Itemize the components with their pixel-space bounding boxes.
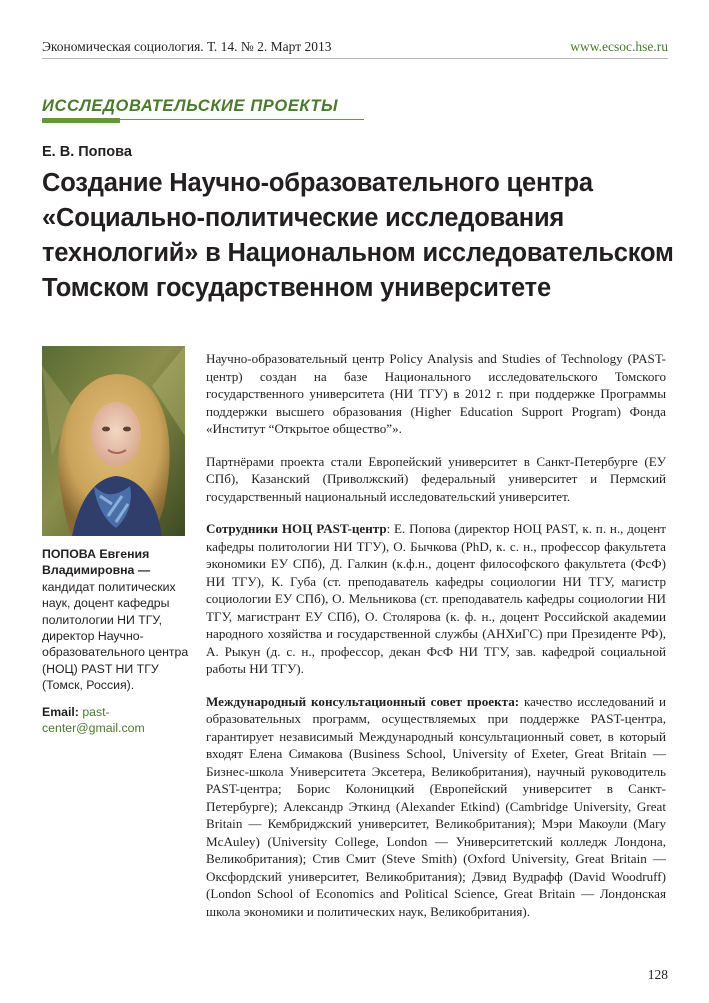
- paragraph-intro: Научно-образовательный центр Policy Analysis and Studies of Technology (PAST-центр) создан на базе Национального исследовательского Томского государственного университета (НИ ТГУ) в 2012 г. при поддержке Программы поддержки высшего образования (Higher Education Support Program) Фонда «Институт “Открытое общество”».: [206, 351, 666, 436]
- email-label: Email:: [42, 704, 79, 719]
- running-header: [42, 37, 668, 57]
- email-link[interactable]: past-center@gmail.com: [42, 704, 145, 736]
- article-body: [206, 350, 666, 935]
- council-lead: Международный консультационный совет проекта:: [206, 693, 520, 709]
- council-text: качество исследований и образовательных программ, осуществляемых при поддержке PAST-центра, гарантирует независимый Международный консультационный совет, в который входят Елена Симакова (Business School, University of Exeter, Great Britain — Бизнес-школа Университета Эксетера, Великобритания), научный руководитель PAST-центра; Борис Колоницкий (Европейский университет в Санкт-Петербурге); Александр Эткинд (Alexander Etkind) (Cambridge University, Great Britain — Кембриджский университет, Великобритания); Мэри Макоули (Mary McAuley) (University College, London — Университетский колледж Лондона, Великобритания); Стив Смит (Steve Smith) (Oxford University, Great Britain — Оксфордский университет, Великобритания); Дэвид Вудрафф (David Woodruff) (London School of Economics and Political Science, Great Britain — Лондонская школа экономики и политических наук, Великобритания).: [206, 693, 667, 919]
- paragraph-council: [206, 693, 666, 921]
- paragraph-partners: Партнёрами проекта стали Европейский университет в Санкт-Петербурге (ЕУ СПб), Казанский (Приволжский) федеральный университет и Пермский государственный национальный исследовательский университет.: [206, 453, 666, 504]
- section-label: ИССЛЕДОВАТЕЛЬСКИЕ ПРОЕКТЫ: [42, 97, 339, 115]
- header-divider: [42, 58, 668, 59]
- staff-text: : Е. Попова (директор НОЦ PAST, к. п. н., доцент кафедры политологии НИ ТГУ), О. Бычкова (PhD, к. с. н., профессор факультета экономики ЕУ СПб), Д. Галкин (к.ф.н., доцент философского факультета (ФсФ) НИ ТГУ), К. Губа (ст. преподаватель кафедры социологии НИ ТГУ, магистр социологии ЕУ СПб), О. Мельникова (ст. преподаватель кафедры социологии НИ ТГУ, магистрант ЕУ СПб), О. Столярова (к. ф. н., доцент Российской академии народного хозяйства и государственной службы (АНХиГС) при Президенте РФ), А. Рыкун (д. с. н., профессор, декан ФсФ НИ ТГУ, зав. кафедрой социальной работы НИ ТГУ).: [206, 521, 666, 676]
- article-title: Создание Научно-образовательного центра «Социально-политические исследования технологий» в Национальном исследовательском Томском государственном университете: [42, 169, 674, 302]
- author-info: [42, 546, 192, 736]
- author-photo: [42, 346, 185, 536]
- section-underline-accent: [42, 118, 120, 123]
- journal-url[interactable]: www.ecsoc.hse.ru: [570, 39, 668, 54]
- staff-lead: Сотрудники НОЦ PAST-центр: [206, 521, 387, 536]
- article-author: Е. В. Попова: [42, 144, 132, 160]
- page-number: 128: [647, 967, 668, 982]
- author-name: ПОПОВА Евгения Владимировна —: [42, 547, 151, 578]
- journal-citation: Экономическая социология. Т. 14. № 2. Март 2013: [42, 39, 332, 54]
- paragraph-staff: [206, 520, 666, 678]
- author-email: [42, 704, 192, 737]
- author-bio: кандидат политических наук, доцент кафедры политологии НИ ТГУ, директор Научно-образовательного центра (НОЦ) PAST НИ ТГУ (Томск, Россия).: [42, 579, 189, 693]
